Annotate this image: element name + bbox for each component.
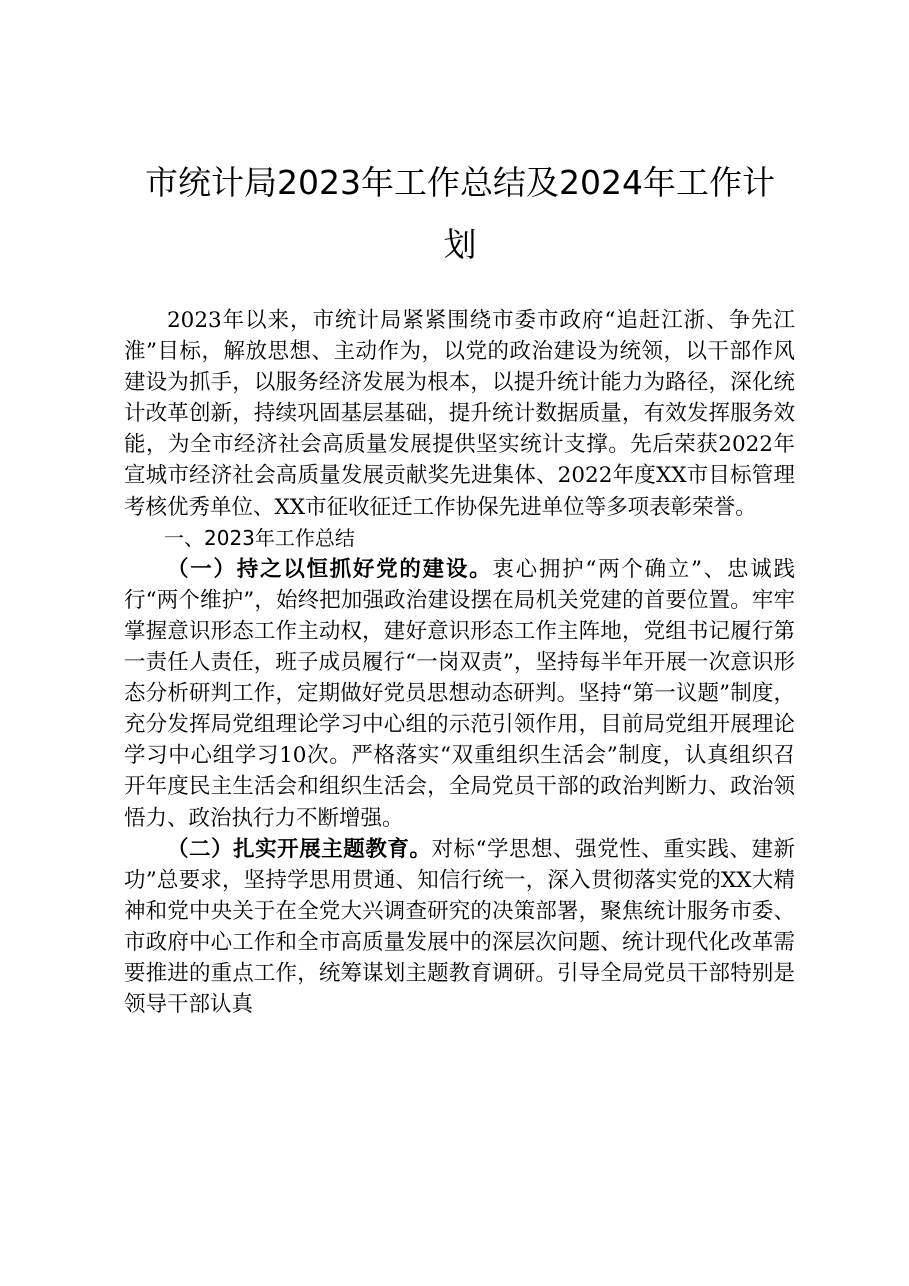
paragraph-lead-theme-education: （二）扎实开展主题教育。 [167,836,432,862]
intro-paragraph: 2023年以来，市统计局紧紧围绕市委市政府“追赶江浙、争先江淮”目标，解放思想、主动作为，以党的政治建设为统领，以干部作风建设为抓手，以服务经济发展为根本，以提升统计能力为路径，深化统计改革创新，持续巩固基层基础，提升统计数据质量，有效发挥服务效能，为全市经济社会高质量发展提供坚实统计支撑。先后荣获2022年宣城市经济社会高质量发展贡献奖先进集体、2022年度XX市目标管理考核优秀单位、XX市征收征迁工作协保先进单位等多项表彰荣誉。 [124,308,795,520]
document-body [124,305,795,1020]
paragraph-text-party-building: 衷心拥护“两个确立”、忠诚践行“两个维护”，始终把加强政治建设摆在局机关党建的首要位置。牢牢掌握意识形态工作主动权，建好意识形态工作主阵地，党组书记履行第一责任人责任，班子成员履行“一岗双责”，坚持每半年开展一次意识形态分析研判工作，定期做好党员思想动态研判。坚持“第一议题”制度，充分发挥局党组理论学习中心组的示范引领作用，目前局党组开展理论学习中心组学习10次。严格落实“双重组织生活会”制度，认真组织召开年度民主生活会和组织生活会，全局党员干部的政治判断力、政治领悟力、政治执行力不断增强。 [124,556,795,831]
paragraph-party-building [124,554,795,834]
paragraph-theme-education [124,834,795,1021]
document-title: 市统计局2023年工作总结及2024年工作计划 [145,163,775,264]
section-heading-2023-summary: 一、2023年工作总结 [164,525,355,550]
paragraph-text-theme-education: 对标“学思想、强党性、重实践、建新功”总要求，坚持学思用贯通、知信行统一，深入贯彻落实党的XX大精神和党中央关于在全党大兴调查研究的决策部署，聚焦统计服务市委、市政府中心工作和全市高质量发展中的深层次问题、统计现代化改革需要推进的重点工作，统筹谋划主题教育调研。引导全局党员干部特别是领导干部认真 [124,836,795,1018]
paragraph-lead-party-building: （一）持之以恒抓好党的建设。 [167,556,493,582]
